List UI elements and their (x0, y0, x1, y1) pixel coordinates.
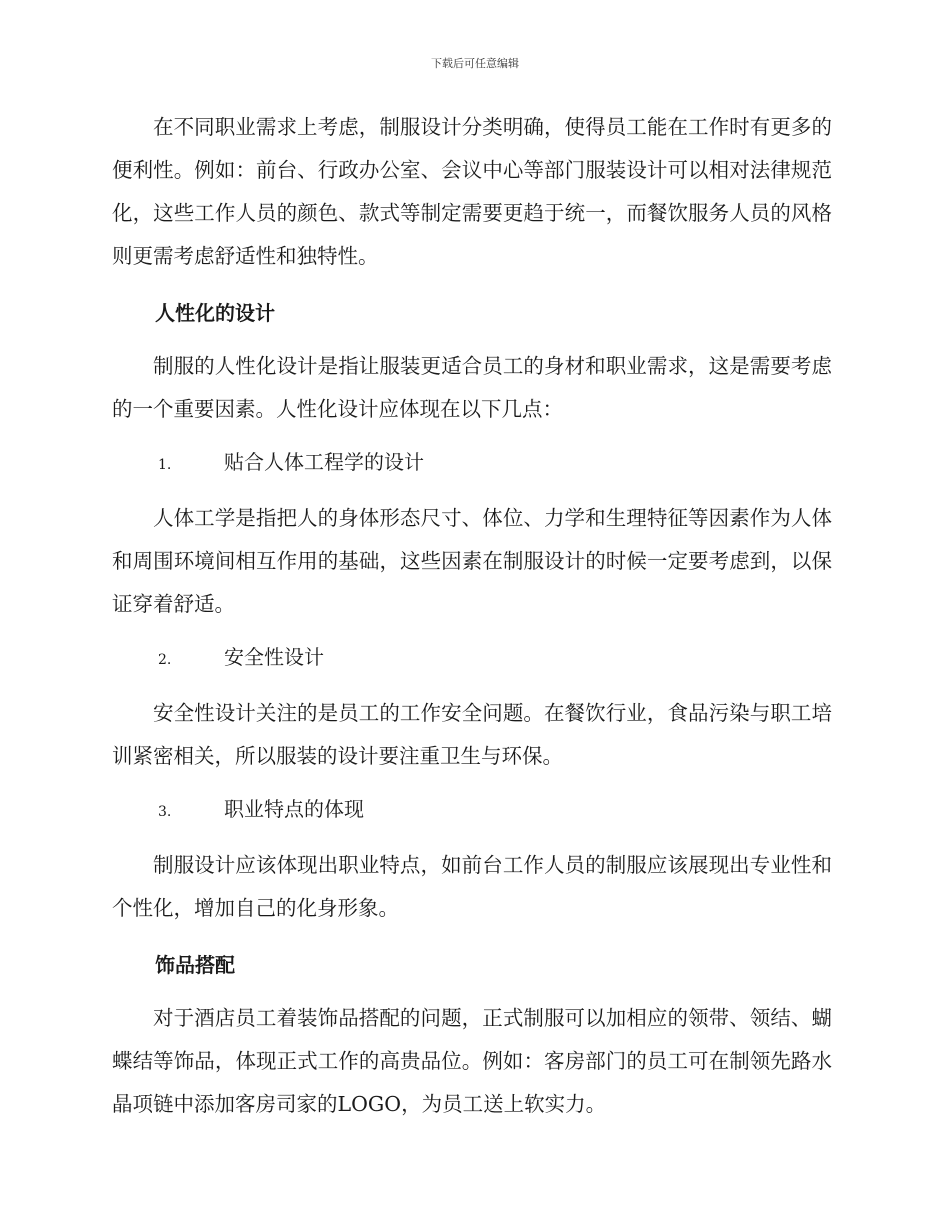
paragraph-intro: 在不同职业需求上考虑，制服设计分类明确，使得员工能在工作时有更多的便利性。例如：前台、行政办公室、会议中心等部门服装设计可以相对法律规范化，这些工作人员的颜色、款式等制定需要更趋于统一，而餐饮服务人员的风格则更需考虑舒适性和独特性。 (112, 115, 832, 268)
paragraph-safety: 安全性设计关注的是员工的工作安全问题。在餐饮行业，食品污染与职工培训紧密相关，所以服装的设计要注重卫生与环保。 (112, 701, 832, 768)
paragraph-accessories: 对于酒店员工着装饰品搭配的问题，正式制服可以加相应的领带、领结、蝴蝶结等饰品，体现正式工作的高贵品位。例如：客房部门的员工可在制领先路水晶项链中添加客房司家的LOGO，为员工送上软实力。 (112, 1006, 832, 1116)
page-header: 下载后可任意编辑 (431, 57, 519, 70)
list-item-occupation (112, 788, 832, 834)
list-item-ergonomics (112, 441, 832, 487)
list-item-label: 职业特点的体现 (224, 797, 364, 821)
paragraph-ergonomics: 人体工学是指把人的身体形态尺寸、体位、力学和生理特征等因素作为人体和周围环境间相互作用的基础，这些因素在制服设计的时候一定要考虑到，以保证穿着舒适。 (112, 506, 832, 616)
paragraph-humanized-design: 制服的人性化设计是指让服装更适合员工的身材和职业需求，这是需要考虑的一个重要因素。人性化设计应体现在以下几点： (112, 354, 832, 421)
section-heading-humanized-design: 人性化的设计 (155, 301, 275, 325)
section-heading-accessories: 饰品搭配 (155, 953, 235, 977)
document-body (112, 106, 832, 1126)
list-item-safety (112, 636, 832, 682)
paragraph-occupation: 制服设计应该体现出职业特点，如前台工作人员的制服应该展现出专业性和个性化，增加自己的化身形象。 (112, 853, 832, 920)
list-number: 2. (158, 652, 172, 668)
list-number: 3. (158, 804, 172, 820)
list-item-label: 贴合人体工程学的设计 (224, 450, 424, 474)
list-number: 1. (158, 457, 172, 473)
list-item-label: 安全性设计 (224, 645, 324, 669)
